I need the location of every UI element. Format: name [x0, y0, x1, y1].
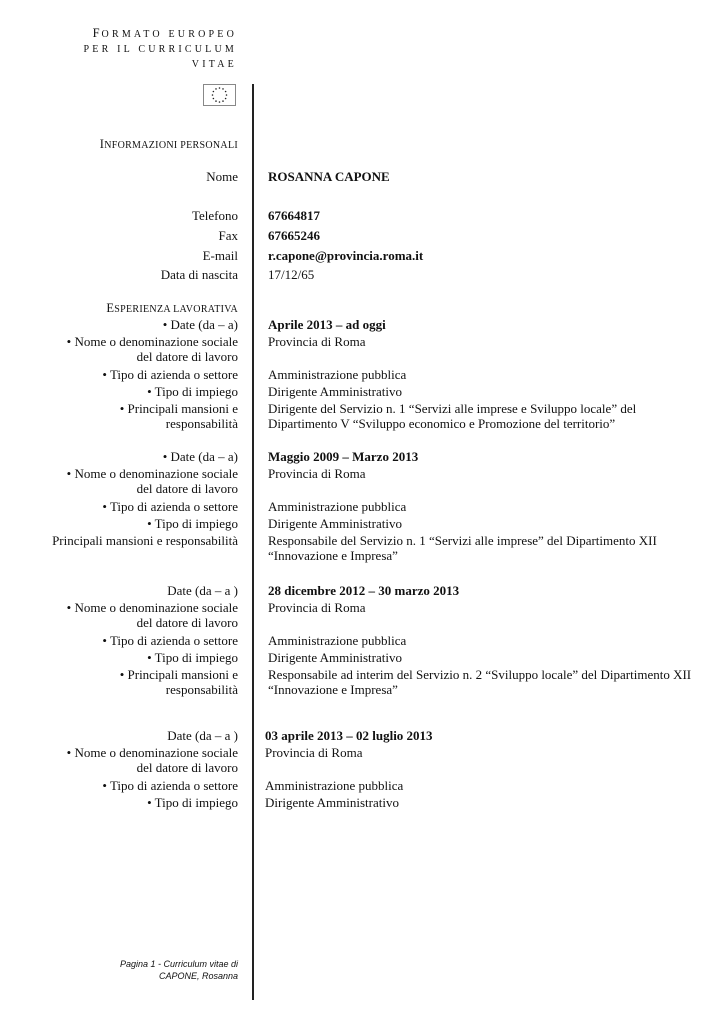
entry-type-value: Dirigente Amministrativo — [268, 650, 402, 665]
entry-date-label: Date (da – a ) — [167, 583, 238, 598]
birthdate-value: 17/12/65 — [268, 267, 315, 282]
entry-date-label: • Date (da – a) — [162, 449, 238, 464]
duties-label-line-2: responsabilità — [165, 682, 238, 697]
section-personal-info — [100, 137, 238, 152]
email-label: E-mail — [202, 248, 238, 263]
section-personal-title: NFORMAZIONI PERSONALI — [104, 140, 238, 151]
duties-value-line-1: Responsabile ad interim del Servizio n. 2 “Sviluppo locale” del Dipartimento XII — [268, 667, 692, 682]
section-work-experience — [106, 301, 238, 316]
duties-value-line-2: Dipartimento V “Sviluppo economico e Promozione del territorio” — [268, 416, 616, 431]
employer-label-line-2: del datore di lavoro — [136, 615, 238, 630]
cv-title — [84, 26, 237, 72]
entry-type-value: Dirigente Amministrativo — [268, 516, 402, 531]
entry-date-value: 03 aprile 2013 – 02 luglio 2013 — [265, 728, 433, 743]
entry-sector-value: Amministrazione pubblica — [268, 633, 407, 648]
entry-sector-label: • Tipo di azienda o settore — [102, 778, 238, 793]
entry-duties-value — [268, 667, 691, 697]
entry-duties-label — [120, 401, 238, 431]
phone-label: Telefono — [191, 208, 238, 223]
entry-employer-value: Provincia di Roma — [265, 745, 363, 760]
entry-employer-value: Provincia di Roma — [268, 466, 366, 481]
duties-label-line-1: • Principali mansioni e — [119, 401, 238, 416]
entry-date-label: • Date (da – a) — [162, 317, 238, 332]
entry-employer-label — [67, 466, 238, 496]
employer-label-line-2: del datore di lavoro — [136, 349, 238, 364]
phone-value: 67664817 — [268, 208, 320, 223]
eu-flag-icon — [203, 84, 236, 106]
entry-type-label: • Tipo di impiego — [147, 650, 238, 665]
name-value: ROSANNA CAPONE — [268, 169, 390, 184]
entry-date-value: Maggio 2009 – Marzo 2013 — [268, 449, 419, 464]
entry-employer-label — [67, 745, 238, 775]
title-line-1: ORMATO EUROPEO — [101, 29, 237, 40]
entry-date-value: 28 dicembre 2012 – 30 marzo 2013 — [268, 583, 460, 598]
email-value[interactable]: r.capone@provincia.roma.it — [268, 248, 424, 263]
title-line-3: VITAE — [191, 59, 237, 70]
entry-type-label: • Tipo di impiego — [147, 516, 238, 531]
entry-type-label: • Tipo di impiego — [147, 384, 238, 399]
employer-label-line-1: • Nome o denominazione sociale — [66, 600, 238, 615]
entry-employer-value: Provincia di Roma — [268, 334, 366, 349]
name-label: Nome — [206, 169, 238, 184]
page-footer — [120, 958, 238, 982]
entry-sector-value: Amministrazione pubblica — [265, 778, 404, 793]
entry-duties-value — [268, 533, 657, 563]
section-personal-initial: I — [99, 137, 105, 151]
duties-value-line-1: Dirigente del Servizio n. 1 “Servizi alle imprese e Sviluppo locale” del — [268, 401, 637, 416]
column-divider — [252, 84, 254, 1000]
entry-type-value: Dirigente Amministrativo — [265, 795, 399, 810]
employer-label-line-2: del datore di lavoro — [136, 760, 238, 775]
entry-duties-value — [268, 401, 636, 431]
fax-label: Fax — [218, 228, 238, 243]
entry-employer-label — [67, 600, 238, 630]
employer-label-line-1: • Nome o denominazione sociale — [66, 334, 238, 349]
entry-employer-value: Provincia di Roma — [268, 600, 366, 615]
footer-line-1: Pagina 1 - Curriculum vitae di — [119, 959, 238, 969]
entry-employer-label — [67, 334, 238, 364]
title-line-2: PER IL CURRICULUM — [83, 44, 237, 55]
duties-label-line-1: • Principali mansioni e — [119, 667, 238, 682]
title-initial: F — [92, 26, 102, 40]
entry-sector-label: • Tipo di azienda o settore — [102, 499, 238, 514]
duties-value-line-1: Responsabile del Servizio n. 1 “Servizi alle imprese” del Dipartimento XII — [268, 533, 657, 548]
entry-type-label: • Tipo di impiego — [147, 795, 238, 810]
employer-label-line-1: • Nome o denominazione sociale — [66, 745, 238, 760]
entry-date-label: Date (da – a ) — [167, 728, 238, 743]
section-work-title: SPERIENZA LAVORATIVA — [114, 304, 238, 315]
entry-duties-label: Principali mansioni e responsabilità — [52, 533, 238, 548]
birthdate-label: Data di nascita — [160, 267, 238, 282]
entry-duties-label — [120, 667, 238, 697]
section-work-initial: E — [106, 301, 115, 315]
entry-sector-value: Amministrazione pubblica — [268, 367, 407, 382]
fax-value: 67665246 — [268, 228, 320, 243]
entry-sector-label: • Tipo di azienda o settore — [102, 633, 238, 648]
entry-sector-value: Amministrazione pubblica — [268, 499, 407, 514]
entry-type-value: Dirigente Amministrativo — [268, 384, 402, 399]
entry-date-value: Aprile 2013 – ad oggi — [268, 317, 386, 332]
duties-value-line-2: “Innovazione e Impresa” — [268, 682, 398, 697]
footer-line-2: CAPONE, Rosanna — [158, 971, 238, 981]
entry-sector-label: • Tipo di azienda o settore — [102, 367, 238, 382]
employer-label-line-2: del datore di lavoro — [136, 481, 238, 496]
employer-label-line-1: • Nome o denominazione sociale — [66, 466, 238, 481]
duties-value-line-2: “Innovazione e Impresa” — [268, 548, 398, 563]
duties-label-line-2: responsabilità — [165, 416, 238, 431]
